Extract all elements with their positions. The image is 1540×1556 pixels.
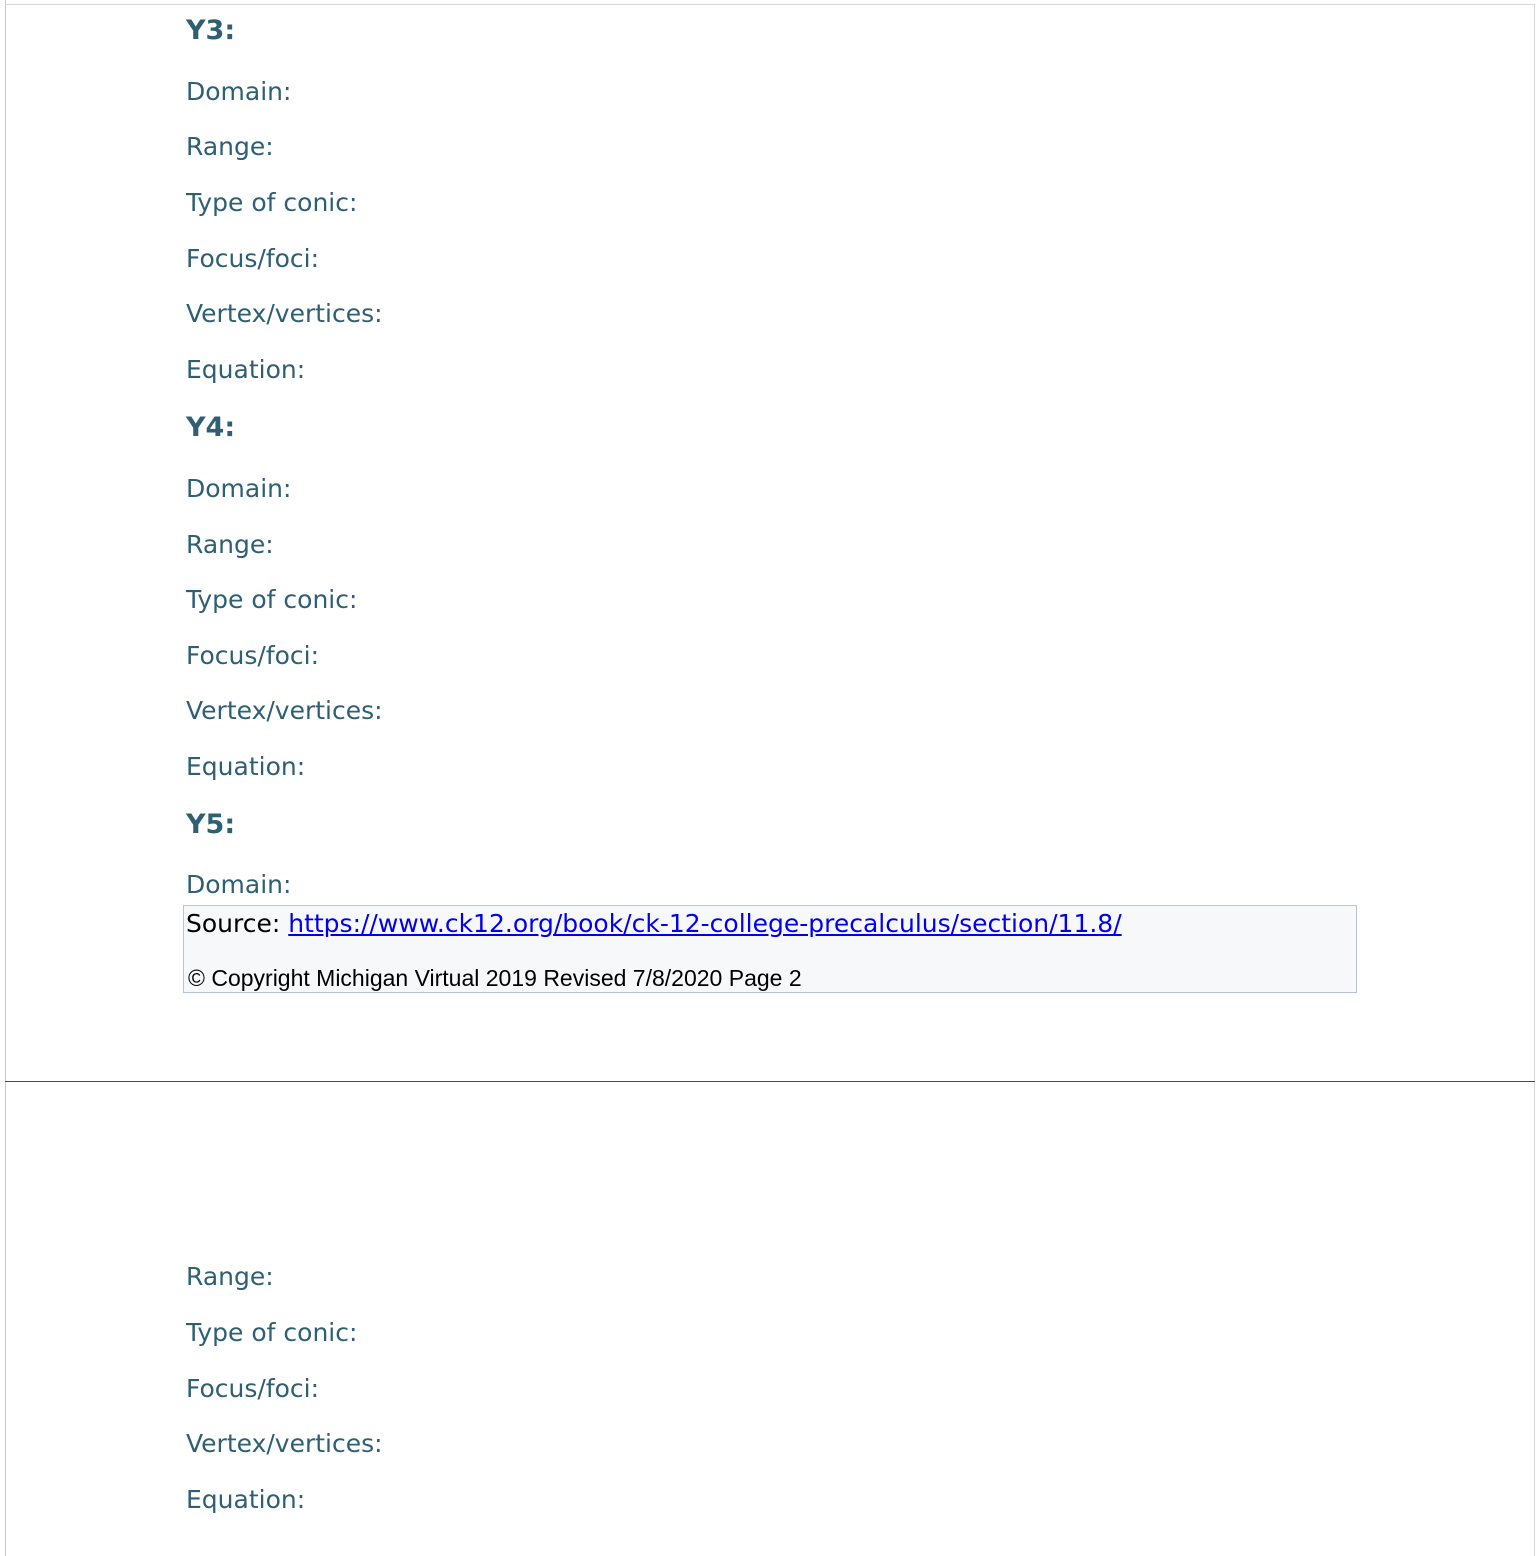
footer-copyright: © Copyright Michigan Virtual 2019 Revised 7/8/2020 Page 2 [188,965,802,991]
page-right-edge [1534,4,1535,1556]
field-domain: Domain: [186,870,292,899]
page-left-edge [5,0,6,1556]
field-type-of-conic: Type of conic: [186,1318,358,1347]
section-heading-y5: Y5: [186,809,236,840]
page-break-divider [5,1081,1535,1082]
section-heading-y4: Y4: [186,412,236,443]
field-equation: Equation: [186,1485,306,1514]
field-focus-foci: Focus/foci: [186,1374,320,1403]
page-footer [183,905,1357,993]
field-vertex-vertices: Vertex/vertices: [186,299,383,328]
section-heading-y3: Y3: [186,15,236,46]
source-label: Source: [186,909,289,938]
field-type-of-conic: Type of conic: [186,188,358,217]
field-equation: Equation: [186,752,306,781]
field-focus-foci: Focus/foci: [186,641,320,670]
source-link[interactable]: https://www.ck12.org/book/ck-12-college-precalculus/section/11.8/ [288,909,1122,938]
field-range: Range: [186,132,274,161]
field-range: Range: [186,530,274,559]
field-equation: Equation: [186,355,306,384]
field-domain: Domain: [186,77,292,106]
footer-source [186,910,1122,938]
field-domain: Domain: [186,474,292,503]
field-vertex-vertices: Vertex/vertices: [186,1429,383,1458]
field-focus-foci: Focus/foci: [186,244,320,273]
field-range: Range: [186,1262,274,1291]
field-type-of-conic: Type of conic: [186,585,358,614]
page-top-edge [5,4,1535,5]
field-vertex-vertices: Vertex/vertices: [186,696,383,725]
